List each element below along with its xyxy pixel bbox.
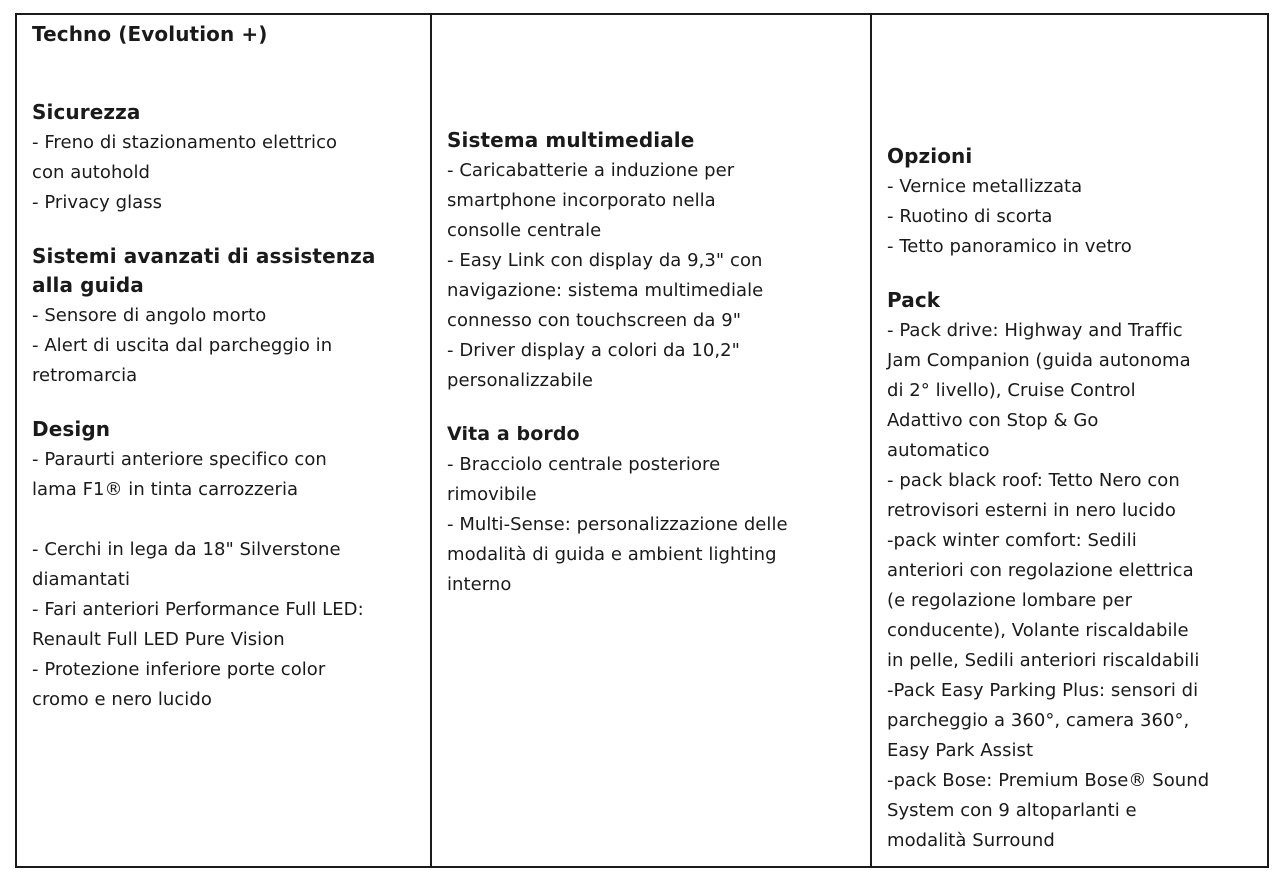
list-item: anteriori con regolazione elettrica bbox=[887, 560, 1194, 581]
list-item: Easy Park Assist bbox=[887, 740, 1034, 761]
list-item: modalità di guida e ambient lighting bbox=[447, 544, 777, 565]
list-item: parcheggio a 360°, camera 360°, bbox=[887, 710, 1190, 731]
list-item: cromo e nero lucido bbox=[32, 689, 212, 710]
section-heading: Sistema multimediale bbox=[447, 128, 695, 152]
list-item: - Tetto panoramico in vetro bbox=[887, 236, 1132, 257]
section-opzioni bbox=[887, 140, 1255, 262]
list-item: - Protezione inferiore porte color bbox=[32, 659, 326, 680]
list-item: connesso con touchscreen da 9" bbox=[447, 310, 742, 331]
list-item: modalità Surround bbox=[887, 830, 1055, 851]
list-item: di 2° livello), Cruise Control bbox=[887, 380, 1136, 401]
list-item: - Alert di uscita dal parcheggio in bbox=[32, 335, 333, 356]
list-item: - Multi-Sense: personalizzazione delle bbox=[447, 514, 788, 535]
list-item: - Paraurti anteriore specifico con bbox=[32, 449, 327, 470]
list-item: - Pack drive: Highway and Traffic bbox=[887, 320, 1183, 341]
column-1 bbox=[15, 18, 413, 715]
list-item: diamantati bbox=[32, 569, 131, 590]
list-item: - Easy Link con display da 9,3" con bbox=[447, 250, 763, 271]
section-heading: Opzioni bbox=[887, 144, 973, 168]
list-item: con autohold bbox=[32, 162, 150, 183]
list-item: - Driver display a colori da 10,2" bbox=[447, 340, 740, 361]
section-heading: Vita a bordo bbox=[447, 423, 580, 445]
section-heading: alla guida bbox=[32, 273, 144, 297]
list-item: Renault Full LED Pure Vision bbox=[32, 629, 285, 650]
list-item: - Cerchi in lega da 18" Silverstone bbox=[32, 539, 341, 560]
section-heading: Sicurezza bbox=[32, 100, 141, 124]
section-pack bbox=[887, 284, 1255, 856]
list-item: Jam Companion (guida autonoma bbox=[887, 350, 1191, 371]
section-assistenza bbox=[32, 240, 413, 391]
list-item: Adattivo con Stop & Go bbox=[887, 410, 1099, 431]
list-item: -Pack Easy Parking Plus: sensori di bbox=[887, 680, 1199, 701]
column-3 bbox=[870, 140, 1255, 856]
list-item: - Fari anteriori Performance Full LED: bbox=[32, 599, 364, 620]
section-vita-a-bordo bbox=[447, 418, 855, 600]
list-item: - Freno di stazionamento elettrico bbox=[32, 132, 338, 153]
column-2 bbox=[430, 124, 855, 600]
section-multimediale bbox=[447, 124, 855, 396]
trim-title: Techno (Evolution +) bbox=[32, 22, 268, 46]
list-item: - Privacy glass bbox=[32, 192, 163, 213]
list-item: (e regolazione lombare per bbox=[887, 590, 1133, 611]
list-item: System con 9 altoparlanti e bbox=[887, 800, 1137, 821]
list-item: -pack Bose: Premium Bose® Sound bbox=[887, 770, 1210, 791]
list-item: -pack winter comfort: Sedili bbox=[887, 530, 1137, 551]
section-design bbox=[32, 413, 413, 715]
list-item: - Caricabatterie a induzione per bbox=[447, 160, 735, 181]
section-heading: Design bbox=[32, 417, 111, 441]
list-item: - Bracciolo centrale posteriore bbox=[447, 454, 721, 475]
section-heading: Pack bbox=[887, 288, 941, 312]
list-item: retrovisori esterni in nero lucido bbox=[887, 500, 1176, 521]
list-item: lama F1® in tinta carrozzeria bbox=[32, 479, 299, 500]
section-sicurezza bbox=[32, 96, 413, 218]
list-item: - Ruotino di scorta bbox=[887, 206, 1053, 227]
list-item: interno bbox=[447, 574, 512, 595]
list-item: - Vernice metallizzata bbox=[887, 176, 1083, 197]
list-item: rimovibile bbox=[447, 484, 537, 505]
list-item: in pelle, Sedili anteriori riscaldabili bbox=[887, 650, 1200, 671]
list-item: conducente), Volante riscaldabile bbox=[887, 620, 1189, 641]
list-item: personalizzabile bbox=[447, 370, 593, 391]
list-item: - pack black roof: Tetto Nero con bbox=[887, 470, 1180, 491]
list-item: automatico bbox=[887, 440, 990, 461]
list-item: - Sensore di angolo morto bbox=[32, 305, 267, 326]
section-heading: Sistemi avanzati di assistenza bbox=[32, 244, 376, 268]
list-item: navigazione: sistema multimediale bbox=[447, 280, 764, 301]
list-item: retromarcia bbox=[32, 365, 138, 386]
list-item: smartphone incorporato nella bbox=[447, 190, 716, 211]
list-item: consolle centrale bbox=[447, 220, 602, 241]
